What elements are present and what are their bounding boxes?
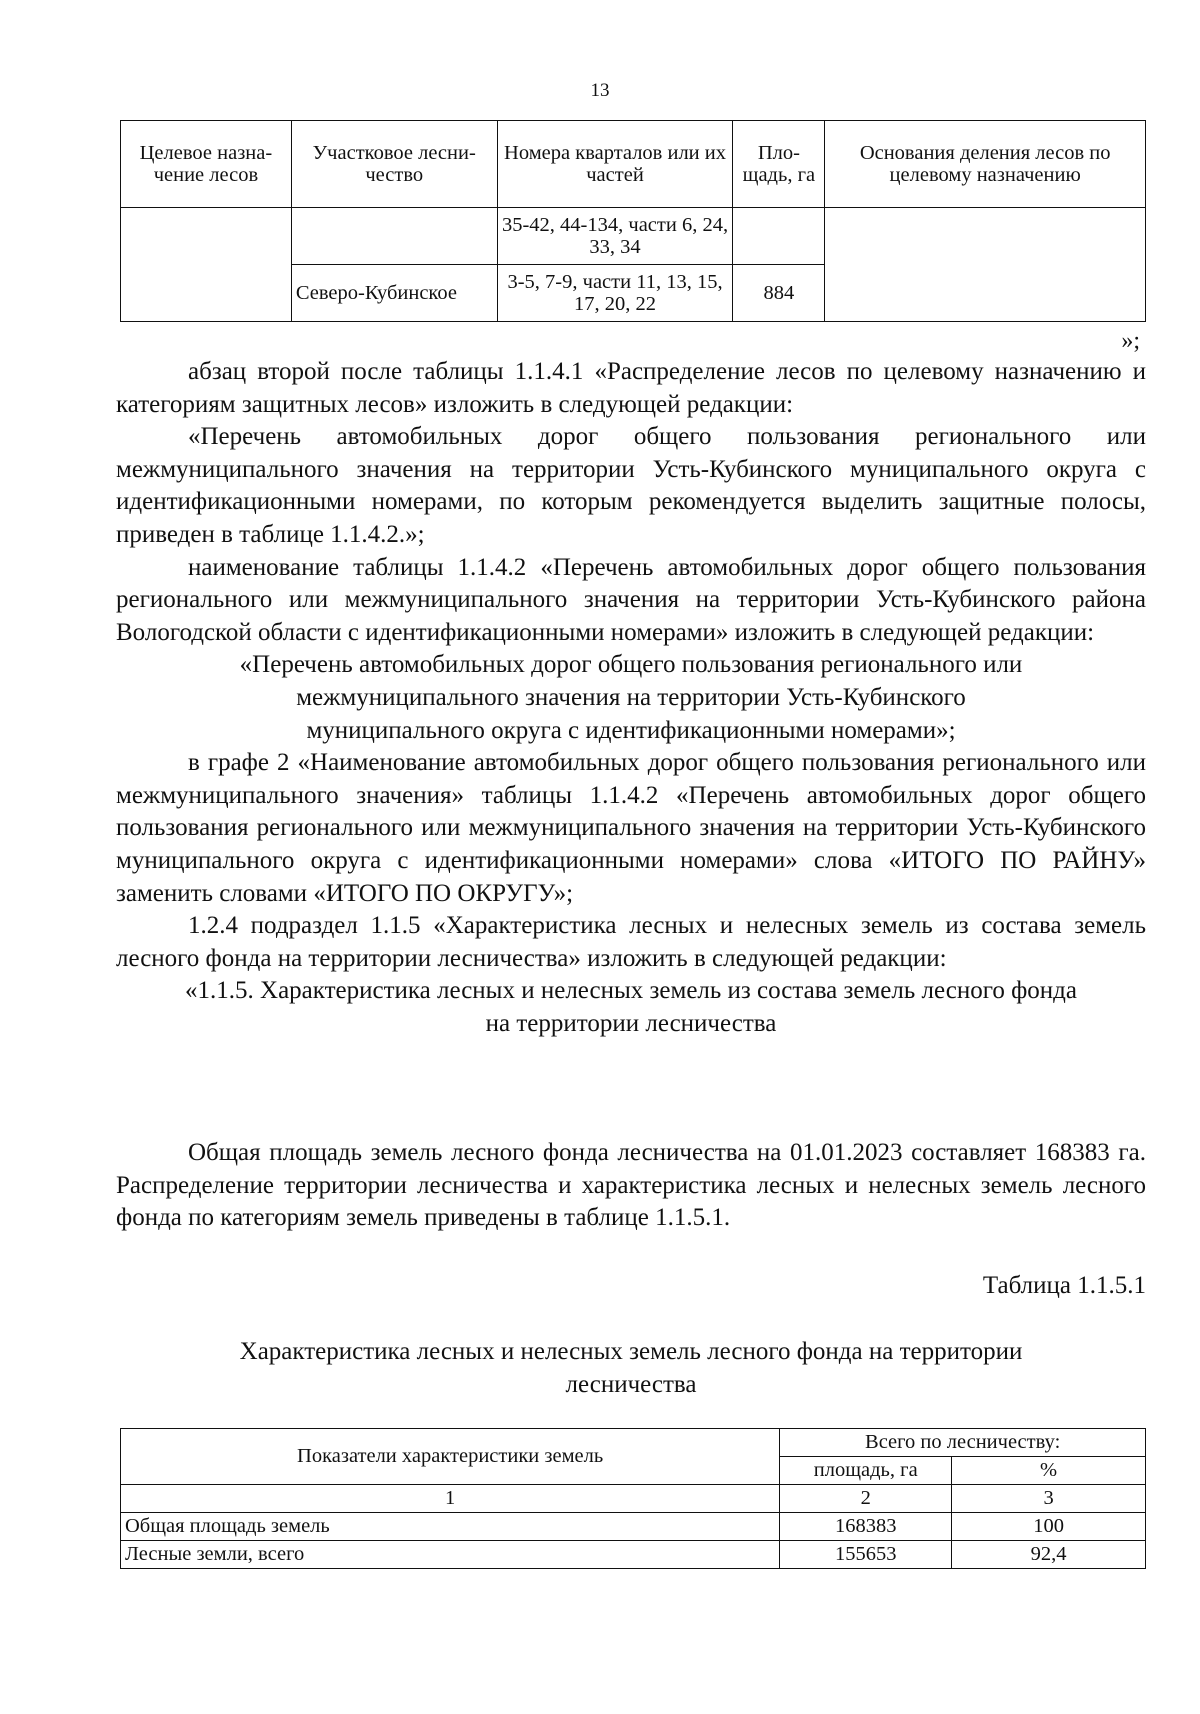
header-purpose: Целевое назна-чение лесов [121, 121, 292, 208]
table-cell [733, 208, 825, 265]
table-header-row [121, 1429, 1146, 1457]
header-total-forestry: Всего по лесничеству: [780, 1429, 1146, 1457]
paragraph: наименование таблицы 1.1.4.2 «Перечень автомобильных дорог общего пользования регионального или межмуниципального значения на территории Усть-Кубинского района Вологодской области с идентификационными номерами» изложить в следующей редакции: [116, 553, 1146, 646]
table-cell [121, 208, 292, 322]
table-cell: Общая площадь земель [121, 1513, 780, 1541]
table-cell: 3-5, 7-9, части 11, 13, 15, 17, 20, 22 [497, 265, 733, 322]
paragraph: 1.2.4 подраздел 1.1.5 «Характеристика лесных и нелесных земель из состава земель лесного фонда на территории лесничества» изложить в следующей редакции: [116, 912, 1146, 972]
table-cell [825, 208, 1146, 322]
centered-line: муниципального округа с идентификационными номерами»; [306, 716, 956, 744]
page-number: 13 [590, 80, 610, 101]
header-area: площадь, га [780, 1457, 952, 1485]
table-cell: 92,4 [952, 1541, 1146, 1569]
table-row [121, 208, 1146, 265]
paragraph: в графе 2 «Наименование автомобильных дорог общего пользования регионального или межмуниципального значения» таблицы 1.1.4.2 «Перечень автомобильных дорог общего пользования регионального или межмуниципального значения на территории Усть-Кубинского муниципального округа с идентификационными номерами» слова «ИТОГО ПО РАЙНУ» заменить словами «ИТОГО ПО ОКРУГУ»; [116, 749, 1146, 907]
amendment-text [116, 356, 1146, 1040]
table-title: лесничества [565, 1370, 697, 1398]
centered-line: межмуниципального значения на территории Усть-Кубинского [296, 683, 966, 711]
table-cell: 884 [733, 265, 825, 322]
table-title-block [116, 1336, 1146, 1401]
table-cell: Северо-Кубинское [291, 265, 497, 322]
column-number: 3 [952, 1485, 1146, 1513]
column-number: 1 [121, 1485, 780, 1513]
section-heading: на территории лесничества [485, 1009, 777, 1037]
table-cell [291, 208, 497, 265]
table-label-block [116, 1270, 1146, 1303]
header-quarter-numbers: Номера кварталов или их частей [497, 121, 733, 208]
table-row [121, 1513, 1146, 1541]
table-cell: 155653 [780, 1541, 952, 1569]
table-cell: 168383 [780, 1513, 952, 1541]
header-percent: % [952, 1457, 1146, 1485]
column-number-row [121, 1485, 1146, 1513]
header-area: Пло-щадь, га [733, 121, 825, 208]
table-cell: 100 [952, 1513, 1146, 1541]
table-title: Характеристика лесных и нелесных земель лесного фонда на территории [239, 1338, 1023, 1365]
section-heading: «1.1.5. Характеристика лесных и нелесных земель из состава земель лесного фонда [185, 977, 1077, 1005]
forest-purpose-table [120, 120, 1146, 322]
table-closing-quote: »; [1121, 328, 1140, 354]
paragraph: Общая площадь земель лесного фонда лесничества на 01.01.2023 составляет 168383 га. Распределение территории лесничества и характеристика лесных и нелесных земель лесного фонда по категориям земель приведены в таблице 1.1.5.1. [116, 1139, 1146, 1232]
paragraph: «Перечень автомобильных дорог общего пользования регионального или межмуниципального значения на территории Усть-Кубинского муниципального округа с идентификационными номерами, по которым рекомендуется выделить защитные полосы, приведен в таблице 1.1.4.2.»; [116, 423, 1146, 548]
header-indicators: Показатели характеристики земель [121, 1429, 780, 1485]
land-characteristics-table [120, 1428, 1146, 1569]
table-header-row [121, 121, 1146, 208]
summary-text [116, 1137, 1146, 1235]
header-basis: Основания деления лесов по целевому назначению [825, 121, 1146, 208]
table-label: Таблица 1.1.5.1 [982, 1272, 1146, 1299]
header-district-forestry: Участковое лесни-чество [291, 121, 497, 208]
centered-line: «Перечень автомобильных дорог общего пользования регионального или [239, 651, 1023, 679]
table-cell: Лесные земли, всего [121, 1541, 780, 1569]
table-row [121, 1541, 1146, 1569]
column-number: 2 [780, 1485, 952, 1513]
paragraph: абзац второй после таблицы 1.1.4.1 «Распределение лесов по целевому назначению и категориям защитных лесов» изложить в следующей редакции: [116, 358, 1146, 418]
table-cell: 35-42, 44-134, части 6, 24, 33, 34 [497, 208, 733, 265]
